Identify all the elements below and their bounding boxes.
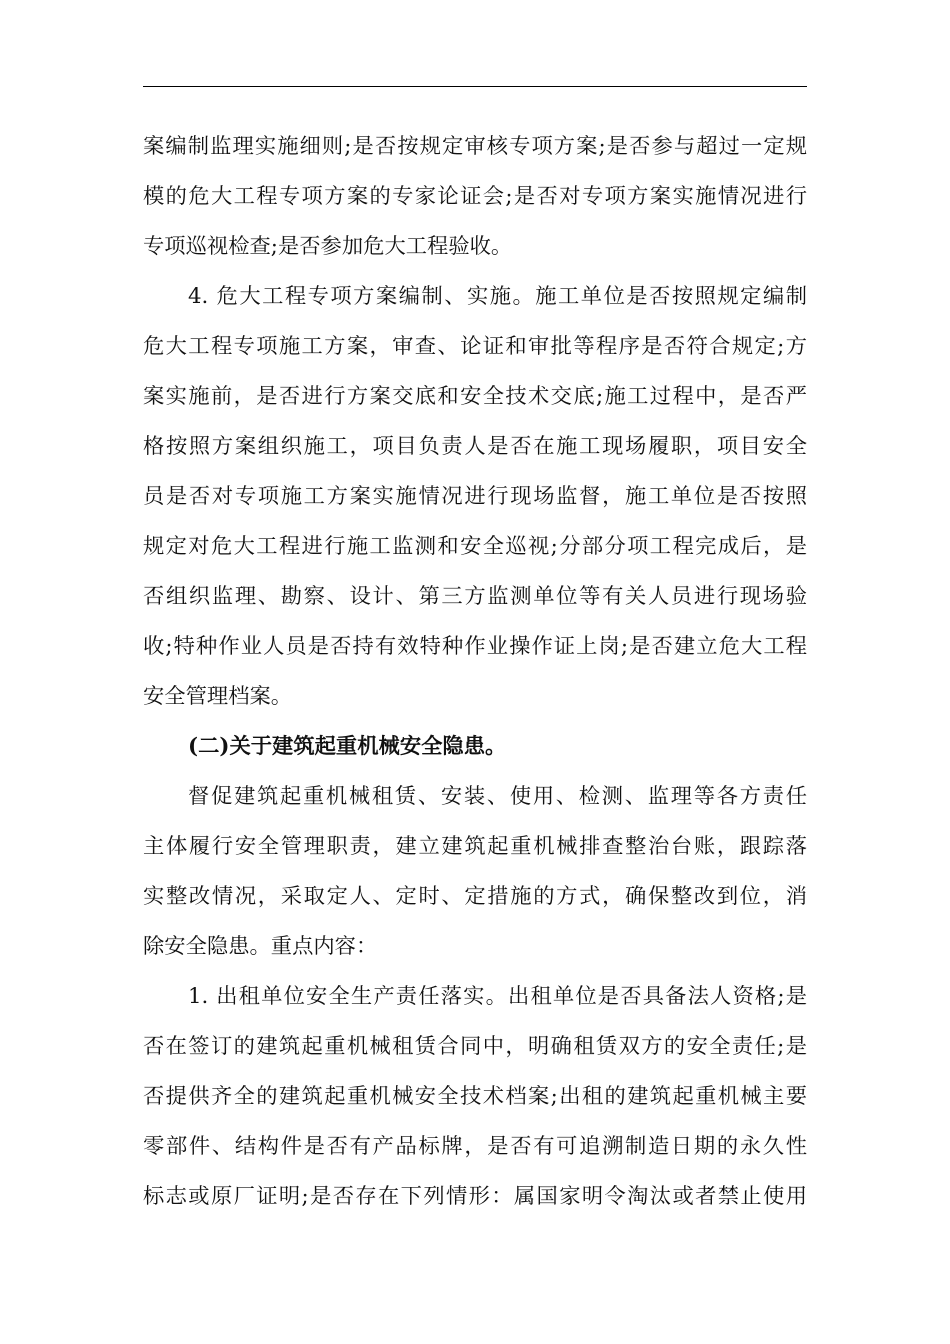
body-line: 否组织监理、勘察、设计、第三方监测单位等有关人员进行现场验: [143, 584, 807, 609]
body-line: 督促建筑起重机械租赁、安装、使用、检测、监理等各方责任: [188, 784, 807, 809]
body-line: 专项巡视检查;是否参加危大工程验收。: [143, 234, 513, 259]
body-line: 模的危大工程专项方案的专家论证会;是否对专项方案实施情况进行: [143, 184, 807, 209]
body-line: 员是否对专项施工方案实施情况进行现场监督，施工单位是否按照: [143, 484, 807, 509]
list-item-heading: 4. 危大工程专项方案编制、实施。施工单位是否按照规定编制: [188, 284, 807, 309]
body-line: 否提供齐全的建筑起重机械安全技术档案;出租的建筑起重机械主要: [143, 1084, 807, 1109]
body-line: 主体履行安全管理职责，建立建筑起重机械排查整治台账，跟踪落: [143, 834, 807, 859]
body-line: 案实施前，是否进行方案交底和安全技术交底;施工过程中，是否严: [143, 384, 807, 409]
body-line: 格按照方案组织施工，项目负责人是否在施工现场履职，项目安全: [143, 434, 807, 459]
body-line: 收;特种作业人员是否持有效特种作业操作证上岗;是否建立危大工程: [143, 634, 807, 659]
body-line: 危大工程专项施工方案，审查、论证和审批等程序是否符合规定;方: [143, 334, 807, 359]
body-line: 安全管理档案。: [143, 684, 293, 709]
body-line: 规定对危大工程进行施工监测和安全巡视;分部分项工程完成后，是: [143, 534, 807, 559]
header-rule: [143, 86, 807, 87]
body-line: 案编制监理实施细则;是否按规定审核专项方案;是否参与超过一定规: [143, 134, 807, 159]
body-line: 实整改情况，采取定人、定时、定措施的方式，确保整改到位，消: [143, 884, 807, 909]
body-line: 标志或原厂证明;是否存在下列情形：属国家明令淘汰或者禁止使用: [143, 1184, 807, 1209]
body-line: 否在签订的建筑起重机械租赁合同中，明确租赁双方的安全责任;是: [143, 1034, 807, 1059]
document-body: [143, 122, 807, 1222]
body-line: 零部件、结构件是否有产品标牌，是否有可追溯制造日期的永久性: [143, 1134, 807, 1159]
section-heading: (二)关于建筑起重机械安全隐患。: [188, 734, 507, 759]
body-line: 除安全隐患。重点内容：: [143, 934, 378, 959]
list-item-heading: 1. 出租单位安全生产责任落实。出租单位是否具备法人资格;是: [188, 984, 807, 1009]
